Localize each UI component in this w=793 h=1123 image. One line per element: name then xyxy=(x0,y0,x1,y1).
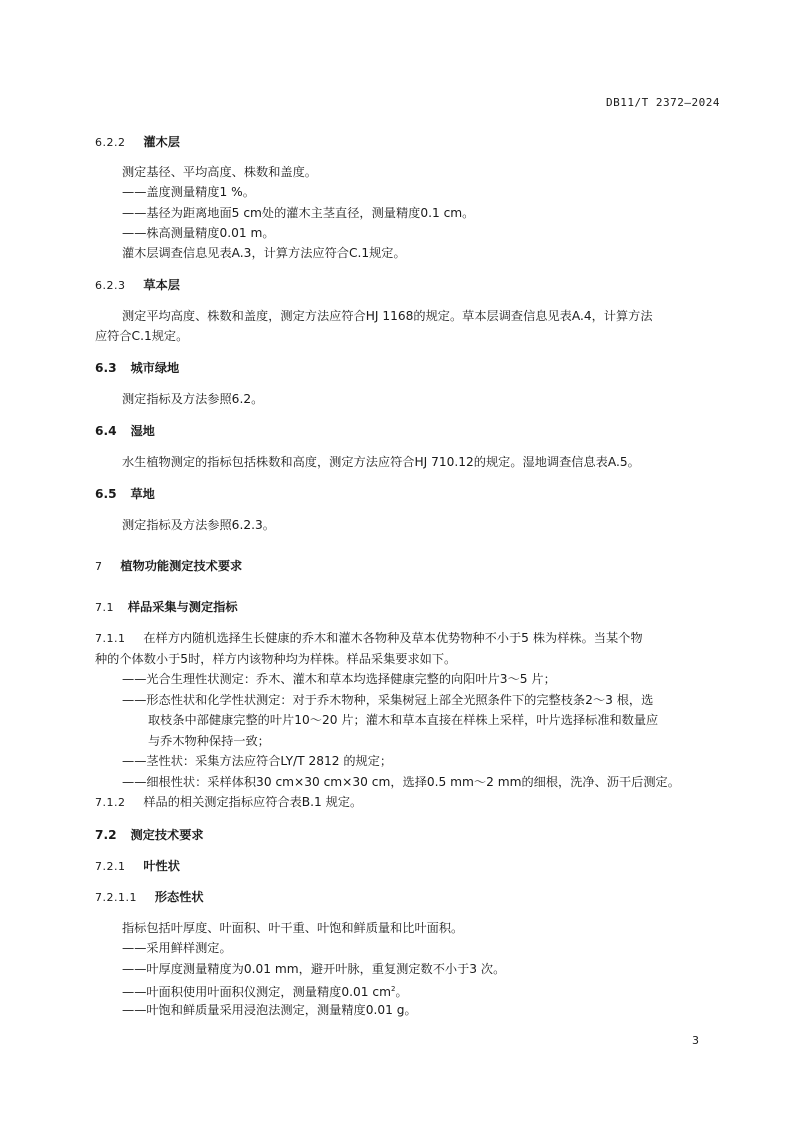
section-heading-6-4 xyxy=(95,423,155,439)
section-number: 6.2.2 xyxy=(95,136,126,149)
document-id-header: DB11/T 2372—2024 xyxy=(606,96,720,109)
section-title: 形态性状 xyxy=(154,890,204,904)
list-item: ——株高测量精度0.01 m。 xyxy=(122,226,275,240)
section-heading-6-2-3 xyxy=(95,277,180,294)
section-title: 样品采集与测定指标 xyxy=(127,600,238,614)
paragraph-line: 应符合C.1规定。 xyxy=(95,329,189,343)
section-title: 城市绿地 xyxy=(130,361,180,375)
list-item: ——采用鲜样测定。 xyxy=(122,941,232,955)
section-title: 叶性状 xyxy=(143,859,180,873)
paragraph-line: 灌木层调查信息见表A.3，计算方法应符合C.1规定。 xyxy=(122,246,406,260)
section-title: 草地 xyxy=(130,487,155,501)
section-heading-7-2-1-1 xyxy=(95,889,204,906)
section-title: 灌木层 xyxy=(143,135,180,149)
section-number: 7 xyxy=(95,560,103,573)
section-heading-7-2-1 xyxy=(95,858,180,875)
paragraph-line: 测定指标及方法参照6.2.3。 xyxy=(122,518,275,532)
paragraph-line: 水生植物测定的指标包括株数和高度，测定方法应符合HJ 710.12的规定。湿地调查信息表A.5。 xyxy=(122,455,640,469)
section-heading-6-2-2 xyxy=(95,134,180,151)
list-item-continuation: 与乔木物种保持一致； xyxy=(148,734,270,748)
section-number: 6.4 xyxy=(95,424,117,438)
page-number: 3 xyxy=(692,1034,699,1047)
section-number: 6.3 xyxy=(95,361,117,375)
list-item: ——叶饱和鲜质量采用浸泡法测定，测量精度0.01 g。 xyxy=(122,1003,417,1017)
section-title: 草本层 xyxy=(143,278,180,292)
paragraph-line: 测定指标及方法参照6.2。 xyxy=(122,392,264,406)
section-heading-6-3 xyxy=(95,360,179,376)
section-number: 7.2.1.1 xyxy=(95,891,137,904)
paragraph-text: 样品的相关测定指标应符合表B.1 规定。 xyxy=(143,795,363,809)
list-item: ——茎性状：采集方法应符合LY/T 2812 的规定； xyxy=(122,754,393,768)
section-number: 7.2 xyxy=(95,828,117,842)
list-item-continuation: 取枝条中部健康完整的叶片10～20 片；灌木和草本直接在样株上采样，叶片选择标准和数量应 xyxy=(148,713,659,727)
list-item: ——叶厚度测量精度为0.01 mm，避开叶脉，重复测定数不小于3 次。 xyxy=(122,962,506,976)
list-item-text: ——叶面积使用叶面积仪测定，测量精度0.01 cm xyxy=(122,985,391,1000)
section-number: 7.1.2 xyxy=(95,796,126,809)
list-item: ——形态性状和化学性状测定：对于乔木物种，采集树冠上部全光照条件下的完整枝条2～3 根，选 xyxy=(122,693,654,707)
clause-7-1-1-line xyxy=(95,630,643,647)
list-item: ——光合生理性状测定：乔木、灌木和草本均选择健康完整的向阳叶片3～5 片； xyxy=(122,672,556,686)
superscript: 2 xyxy=(390,985,396,993)
section-title: 测定技术要求 xyxy=(130,828,204,842)
section-number: 6.2.3 xyxy=(95,279,126,292)
paragraph-line: 种的个体数小于5时，样方内该物种均为样株。样品采集要求如下。 xyxy=(95,652,457,666)
list-item-tail: 。 xyxy=(395,985,408,1000)
list-item xyxy=(122,981,408,1000)
section-number: 6.5 xyxy=(95,487,117,501)
list-item: ——细根性状：采样体积30 cm×30 cm×30 cm，选择0.5 mm～2 mm的细根，洗净、沥干后测定。 xyxy=(122,775,680,789)
paragraph-text: 在样方内随机选择生长健康的乔木和灌木各物种及草本优势物种不小于5 株为样株。当某个物 xyxy=(143,631,643,645)
section-heading-7-2 xyxy=(95,827,204,843)
section-title: 湿地 xyxy=(130,424,155,438)
section-title: 植物功能测定技术要求 xyxy=(120,559,243,573)
chapter-heading-7 xyxy=(95,558,242,575)
paragraph-line: 测定基径、平均高度、株数和盖度。 xyxy=(122,165,317,179)
section-number: 7.2.1 xyxy=(95,860,126,873)
section-number: 7.1.1 xyxy=(95,632,126,645)
list-item: ——盖度测量精度1 %。 xyxy=(122,185,255,199)
list-item: ——基径为距离地面5 cm处的灌木主茎直径，测量精度0.1 cm。 xyxy=(122,206,475,220)
section-heading-7-1 xyxy=(95,599,238,616)
section-heading-6-5 xyxy=(95,486,155,502)
clause-7-1-2-line xyxy=(95,794,362,811)
paragraph-line: 测定平均高度、株数和盖度，测定方法应符合HJ 1168的规定。草本层调查信息见表A.4，计算方法 xyxy=(122,309,653,323)
paragraph-line: 指标包括叶厚度、叶面积、叶干重、叶饱和鲜质量和比叶面积。 xyxy=(122,921,464,935)
section-number: 7.1 xyxy=(95,601,114,614)
